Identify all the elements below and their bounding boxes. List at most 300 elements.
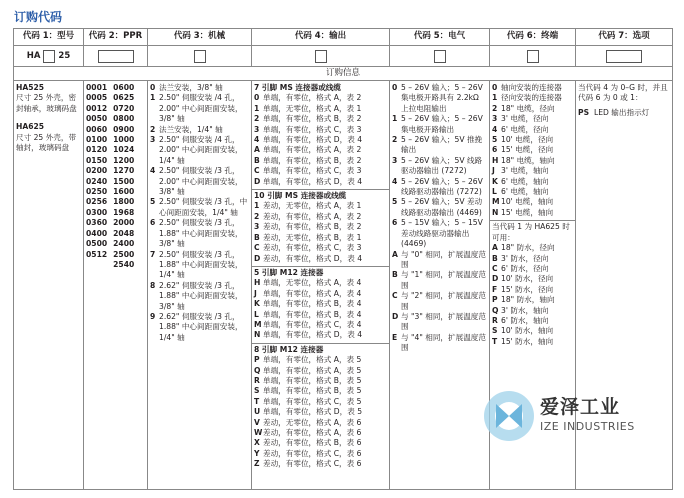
code-row (254, 212, 387, 222)
code-row (492, 145, 573, 155)
code-row (150, 281, 249, 312)
ppr-value: 0512 (86, 249, 108, 259)
code-row (254, 386, 387, 396)
code-row (254, 135, 387, 145)
code-desc: 18" 电缆，径向 (501, 103, 555, 113)
ppr-value: 0012 (86, 103, 108, 113)
option-note: 当代码 4 为 0–G 时，并且代码 6 为 0 或 1： (578, 83, 668, 103)
code-row (392, 312, 487, 333)
code-row (492, 295, 573, 305)
ppr-value: 0060 (86, 124, 108, 134)
code-row (492, 337, 573, 347)
code-desc: 单端，有零位，格式 D，表 4 (263, 330, 363, 340)
code-desc: 单端，有零位，格式 A，表 2 (263, 145, 362, 155)
ppr-value: 0800 (113, 114, 135, 124)
option-code: PS (578, 107, 590, 117)
code-row (492, 264, 573, 274)
output-selector (252, 46, 390, 66)
ppr-value: 0200 (86, 166, 108, 176)
code-key: V (254, 417, 260, 427)
code-row (492, 104, 573, 114)
output-section-items (254, 355, 387, 469)
code-row (254, 289, 387, 299)
code-key: 5 (392, 197, 398, 207)
code-row (492, 93, 573, 103)
code-row (150, 166, 249, 197)
header-code4: 代码 4：输出 (252, 29, 390, 45)
model-prefix: HA (26, 51, 41, 61)
code-key: B (254, 155, 260, 165)
col-output (252, 81, 390, 489)
code-key: 6 (150, 218, 156, 228)
code-key: X (254, 438, 260, 448)
code-row (392, 197, 487, 218)
code-key: H (254, 278, 261, 288)
code-desc: 2.50" 伺服安装 /3 孔，1.88" 中心间距面安装，3/8" 轴 (159, 218, 243, 249)
code-row (150, 93, 249, 124)
code-desc: 差动，有零位，格式 B，表 6 (263, 438, 362, 448)
code-row (254, 145, 387, 155)
code-desc: 单端，有零位，格式 A，表 2 (263, 93, 362, 103)
ordering-info-label: 订购信息 (14, 67, 672, 81)
ppr-value: 2500 (113, 249, 135, 259)
code-key: P (254, 355, 260, 365)
ppr-value: 2540 (113, 259, 135, 269)
code-key: C (392, 291, 398, 301)
output-input-box[interactable] (315, 50, 327, 63)
code-row (254, 243, 387, 253)
code-desc: 单端，有零位，格式 B，表 2 (263, 114, 362, 124)
code-row (254, 222, 387, 232)
terminal-items-ha625 (492, 243, 573, 347)
ppr-value: 0600 (113, 83, 135, 92)
code-key: W (254, 428, 263, 437)
code-desc: 差动，有零位，格式 A，表 6 (263, 428, 362, 437)
ppr-value: 0001 (86, 83, 108, 92)
code-key: M (492, 197, 500, 207)
ppr-value: 1968 (113, 207, 135, 217)
code-desc: 单端，有零位，格式 D，表 5 (263, 407, 363, 417)
code-row (254, 438, 387, 448)
code-desc: 18" 电缆，轴向 (501, 155, 555, 165)
code-desc: 3' 防水，径向 (501, 253, 549, 263)
code-row (150, 312, 249, 343)
code-row (492, 114, 573, 124)
code-desc: 单端，无零位，格式 A，表 1 (263, 103, 362, 113)
code-desc: 5 – 26V 输入；5V 差动线路驱动器输出 (4469) (401, 197, 483, 217)
code-desc: 单端，有零位，格式 B，表 4 (263, 299, 362, 309)
header-code7: 代码 7：选项 (598, 31, 650, 41)
code-row (254, 310, 387, 320)
code-row (150, 218, 249, 249)
code-row (392, 250, 487, 271)
code-key: P (492, 295, 498, 305)
header-code2: 代码 2：PPR (84, 29, 148, 45)
model-input-box[interactable] (43, 50, 55, 63)
code-row (492, 254, 573, 264)
code-desc: 10' 电缆，径向 (501, 135, 554, 145)
code-row (254, 254, 387, 264)
code-key: 2 (150, 124, 156, 134)
code-row (492, 285, 573, 295)
code-row (492, 274, 573, 284)
option-selector (576, 46, 672, 66)
code-desc: 单端，有零位，格式 B，表 5 (263, 375, 362, 385)
code-desc: 差动，有零位，格式 C，表 6 (263, 459, 362, 469)
output-section-items (254, 201, 387, 263)
terminal-input-box[interactable] (527, 50, 539, 63)
code-desc: 与 "2" 相同，扩展温度范围 (401, 291, 486, 311)
model-selector (14, 46, 84, 66)
code-key: 0 (492, 83, 498, 92)
model-value: 25 (58, 51, 71, 61)
code-desc: 径向安装的连接器 (501, 93, 562, 103)
ppr-value: 0400 (86, 228, 108, 238)
code-row (392, 333, 487, 354)
code-desc: 单端，无零位，格式 A，表 4 (263, 278, 362, 288)
code-desc: 6' 电缆，轴向 (501, 176, 549, 186)
code-row (254, 104, 387, 114)
code-row (492, 243, 573, 253)
code-key: N (492, 207, 499, 217)
code-desc: 单端，有零位，格式 B，表 5 (263, 386, 362, 396)
code-row (150, 250, 249, 281)
code-desc: 与 "3" 相同，扩展温度范围 (401, 311, 486, 332)
code-desc: 单端，有零位，格式 B，表 4 (263, 309, 362, 319)
code-key: 0 (392, 83, 398, 92)
code-key: 4 (392, 176, 398, 186)
watermark-en: IZE INDUSTRIES (540, 420, 635, 433)
code-key: C (254, 166, 260, 176)
code-key: F (492, 284, 498, 294)
code-key: Z (254, 459, 260, 469)
selection-row (14, 46, 672, 67)
code-key: 1 (492, 93, 498, 103)
code-key: 4 (150, 166, 156, 176)
ppr-selector (84, 46, 148, 66)
code-key: 3 (150, 135, 156, 145)
terminal-items (492, 83, 573, 218)
code-key: R (254, 375, 260, 385)
electrical-input-box[interactable] (434, 50, 446, 63)
ppr-value: 0500 (86, 239, 108, 249)
code-row (392, 83, 487, 114)
ppr-value: 1270 (113, 166, 135, 176)
code-desc: 差动，有零位，格式 B，表 2 (263, 222, 362, 232)
code-desc: 单端，有零位，格式 D，表 4 (263, 176, 363, 186)
code-key: U (254, 407, 261, 417)
code-key: 1 (150, 93, 156, 103)
code-row (392, 291, 487, 312)
code-key: 3 (254, 124, 260, 134)
code-desc: 差动，无零位，格式 B，表 1 (263, 232, 362, 242)
code-row (254, 278, 387, 288)
table-header (14, 29, 672, 46)
model-name: HA625 (16, 122, 45, 132)
code-row (254, 201, 387, 211)
code-key: M (254, 319, 262, 329)
ppr-list-a (86, 83, 107, 489)
code-desc: 6' 电缆，径向 (501, 124, 549, 134)
code-key: K (254, 299, 260, 309)
code-desc: 单端，有零位，格式 C，表 4 (263, 319, 362, 329)
header-code3: 代码 3：机械 (148, 29, 252, 45)
code-key: B (392, 270, 398, 280)
code-key: 0 (150, 83, 156, 92)
code-key: N (254, 330, 261, 340)
header-code5: 代码 5：电气 (390, 29, 490, 45)
code-row (392, 135, 487, 156)
header-code1: 代码 1：型号 (14, 29, 84, 45)
code-key: 4 (492, 124, 498, 134)
option-input-box[interactable] (606, 50, 642, 63)
code-key: 6 (492, 145, 498, 155)
watermark-cn: 爱泽工业 (540, 396, 621, 418)
code-desc: 15' 电缆，径向 (501, 145, 554, 155)
code-row (254, 125, 387, 135)
code-desc: 单端，有零位，格式 A，表 4 (263, 288, 362, 298)
code-row (254, 299, 387, 309)
code-row (254, 376, 387, 386)
code-key: 1 (392, 114, 398, 124)
ppr-value: 0120 (86, 145, 108, 155)
code-row (492, 197, 573, 207)
code-desc: 3' 电缆，径向 (501, 114, 549, 124)
code-key: D (254, 253, 261, 263)
code-desc: 差动，无零位，格式 A，表 1 (263, 201, 362, 211)
code-key: E (392, 332, 398, 342)
code-desc: 10' 电缆，轴向 (501, 197, 554, 207)
code-row (254, 93, 387, 103)
ppr-value: 0240 (86, 176, 108, 186)
code-desc: 差动，有零位，格式 D，表 4 (263, 253, 363, 263)
ppr-list-b (113, 83, 134, 489)
code-desc: 轴向安装的连接器 (501, 83, 562, 92)
code-desc: 3' 电缆，轴向 (501, 166, 549, 176)
code-key: 6 (392, 218, 398, 228)
code-key: L (492, 187, 497, 197)
code-desc: 5 – 26V 输入；5 – 26V 集电极开路输出 (401, 114, 483, 134)
code-row (254, 156, 387, 166)
ppr-value: 0100 (86, 135, 108, 145)
ppr-value: 1500 (113, 176, 135, 186)
code-key: S (492, 326, 498, 336)
code-desc: 2.62" 伺服安装 /3 孔，1.88" 中心间距面安装，1/4" 轴 (159, 311, 243, 342)
code-row (254, 407, 387, 417)
code-row (492, 326, 573, 336)
code-key: L (254, 309, 259, 319)
code-desc: 2.50" 伺服安装 /4 孔，2.00" 中心间距面安装，3/8" 轴 (159, 93, 243, 124)
ppr-value: 0900 (113, 124, 135, 134)
code-key: Q (254, 365, 261, 375)
code-desc: 单端，有零位，格式 A，表 5 (263, 365, 362, 375)
col-mechanical (148, 81, 252, 489)
code-row (492, 177, 573, 187)
code-key: T (254, 396, 260, 406)
ppr-value: 0150 (86, 155, 108, 165)
code-key: 9 (150, 311, 156, 321)
code-key: Q (492, 305, 499, 315)
code-desc: 15' 防水，径向 (501, 284, 554, 294)
code-key: 4 (254, 135, 260, 145)
code-row (392, 270, 487, 291)
code-key: 3 (492, 114, 498, 124)
terminal-selector (490, 46, 576, 66)
header-code6: 代码 6：终端 (490, 29, 576, 45)
code-key: B (492, 253, 498, 263)
code-desc: 法兰安装，1/4" 轴 (159, 124, 223, 134)
code-key: 7 (150, 249, 156, 259)
code-desc: 2.62" 伺服安装 /3 孔，1.88" 中心间距面安装，3/8" 轴 (159, 280, 243, 311)
code-row (492, 156, 573, 166)
code-row (254, 166, 387, 176)
code-key: 8 (150, 280, 156, 290)
code-desc: 15' 防水，轴向 (501, 336, 554, 346)
mech-selector (148, 46, 252, 66)
code-row (492, 125, 573, 135)
code-row (492, 306, 573, 316)
code-key: 5 (150, 197, 156, 207)
code-desc: 5 – 26V 输入；5V 推挽输出 (401, 135, 483, 155)
ppr-value: 0256 (86, 197, 108, 207)
code-key: 2 (254, 211, 260, 221)
code-row (492, 166, 573, 176)
mech-input-box[interactable] (194, 50, 206, 63)
code-desc: 10' 防水，径向 (501, 274, 554, 284)
terminal-note: 当代码 1 为 HA625 时可用： (490, 220, 575, 243)
code-key: 2 (492, 103, 498, 113)
code-row (254, 233, 387, 243)
code-desc: 2.50" 伺服安装 /3 孔，1.88" 中心间距面安装，1/4" 轴 (159, 249, 243, 280)
code-desc: 5 – 26V 输入；5V 线路驱动器输出 (7272) (401, 155, 483, 176)
ppr-value: 2000 (113, 218, 135, 228)
code-key: R (492, 315, 498, 325)
model-desc: 尺寸 25 外壳，带轴封，玻璃码盘 (16, 132, 77, 153)
code-key: S (254, 386, 260, 396)
output-section-title: 5 引脚 M12 连接器 (252, 266, 389, 278)
code-key: 3 (392, 155, 398, 165)
col-electrical (390, 81, 490, 489)
code-desc: 2.50" 伺服安装 /3 孔，2.00" 中心间距面安装，3/8" 轴 (159, 166, 243, 197)
code-key: C (492, 263, 498, 273)
code-desc: 18" 防水，径向 (501, 243, 555, 253)
code-row (254, 397, 387, 407)
code-desc: 6' 电缆，轴向 (501, 187, 549, 197)
page-title: 订购代码 (14, 10, 63, 24)
code-desc: 单端，有零位，格式 B，表 2 (263, 155, 362, 165)
code-key: 1 (254, 103, 260, 113)
ppr-input-box[interactable] (98, 50, 134, 63)
code-key: 0 (254, 93, 260, 103)
code-desc: 2.50" 伺服安装 /3 孔，中心间距面安装，1/4" 轴 (159, 197, 248, 217)
code-row (492, 316, 573, 326)
col-model (14, 81, 84, 489)
code-row (254, 366, 387, 376)
code-key: 2 (254, 114, 260, 124)
code-desc: 差动，无零位，格式 A，表 6 (263, 417, 362, 427)
code-desc: 6' 防水，径向 (501, 263, 549, 273)
code-key: Y (254, 448, 260, 458)
code-desc: 18" 防水，轴向 (501, 295, 555, 305)
code-desc: 10' 防水，轴向 (501, 326, 554, 336)
code-desc: 差动，有零位，格式 A，表 2 (263, 211, 362, 221)
code-key: A (254, 145, 260, 155)
code-key: 1 (254, 201, 260, 211)
code-row (254, 177, 387, 187)
model-desc: 尺寸 25 外壳，密封轴承，玻璃码盘 (16, 93, 77, 113)
code-row (492, 208, 573, 218)
ppr-value: 0625 (113, 93, 135, 103)
output-section-title: 8 引脚 M12 连接器 (252, 343, 389, 355)
code-row (254, 418, 387, 428)
code-desc: 差动，有零位，格式 C，表 6 (263, 448, 362, 458)
code-row (150, 83, 249, 93)
code-desc: 单端，有零位，格式 D，表 4 (263, 135, 363, 145)
code-desc: 3' 防水，轴向 (501, 305, 549, 315)
option-desc: LED 输出指示灯 (594, 107, 650, 117)
col-ppr (84, 81, 148, 489)
code-desc: 单端，有零位，格式 C，表 5 (263, 396, 362, 406)
output-section-items (254, 278, 387, 340)
ppr-value: 1200 (113, 155, 135, 165)
ppr-value: 0050 (86, 114, 108, 124)
code-row (150, 197, 249, 218)
code-desc: 单端，有零位，格式 A，表 5 (263, 355, 362, 365)
ppr-value: 1800 (113, 197, 135, 207)
code-key: 3 (254, 222, 260, 232)
code-key: J (492, 166, 495, 176)
code-desc: 15' 电缆，轴向 (501, 207, 554, 217)
ppr-value: 0360 (86, 218, 108, 228)
ppr-value: 2400 (113, 239, 135, 249)
code-key: D (254, 176, 261, 186)
code-key: H (492, 155, 499, 165)
output-section-title: 10 引脚 MS 连接器或线缆 (252, 189, 389, 201)
ppr-value: 0300 (86, 207, 108, 217)
output-section-title: 7 引脚 MS 连接器或线缆 (254, 83, 341, 92)
code-row (254, 449, 387, 459)
code-row (254, 114, 387, 124)
ppr-value: 1600 (113, 187, 135, 197)
code-row (392, 114, 487, 135)
code-row (150, 135, 249, 166)
code-desc: 与 "4" 相同，扩展温度范围 (401, 332, 486, 353)
code-key: 2 (392, 135, 398, 145)
code-desc: 单端，有零位，格式 C，表 3 (263, 166, 362, 176)
code-key: D (492, 274, 499, 284)
code-desc: 5 – 15V 输入；5 – 15V 差动线路驱动器输出 (4469) (401, 218, 483, 249)
electrical-selector (390, 46, 490, 66)
code-desc: 2.50" 伺服安装 /4 孔，2.00" 中心间距面安装，1/4" 轴 (159, 135, 243, 165)
output-section-items (254, 93, 387, 187)
code-row (254, 330, 387, 340)
ppr-value: 0005 (86, 93, 108, 103)
code-key: C (254, 243, 260, 253)
code-row (492, 187, 573, 197)
code-desc: 5 – 26V 输入；5 – 26V 集电极开路具有 2.2kΩ 上拉电阻输出 (401, 83, 483, 113)
code-row (150, 125, 249, 135)
ppr-value: 1000 (113, 135, 135, 145)
code-row (492, 135, 573, 145)
code-key: K (492, 176, 498, 186)
ppr-value: 0250 (86, 187, 108, 197)
code-key: B (254, 232, 260, 242)
model-name: HA525 (16, 83, 45, 92)
code-key: A (392, 249, 398, 259)
code-desc: 6' 防水，轴向 (501, 315, 549, 325)
code-desc: 单端，有零位，格式 C，表 3 (263, 124, 362, 134)
ppr-value: 2048 (113, 228, 135, 238)
